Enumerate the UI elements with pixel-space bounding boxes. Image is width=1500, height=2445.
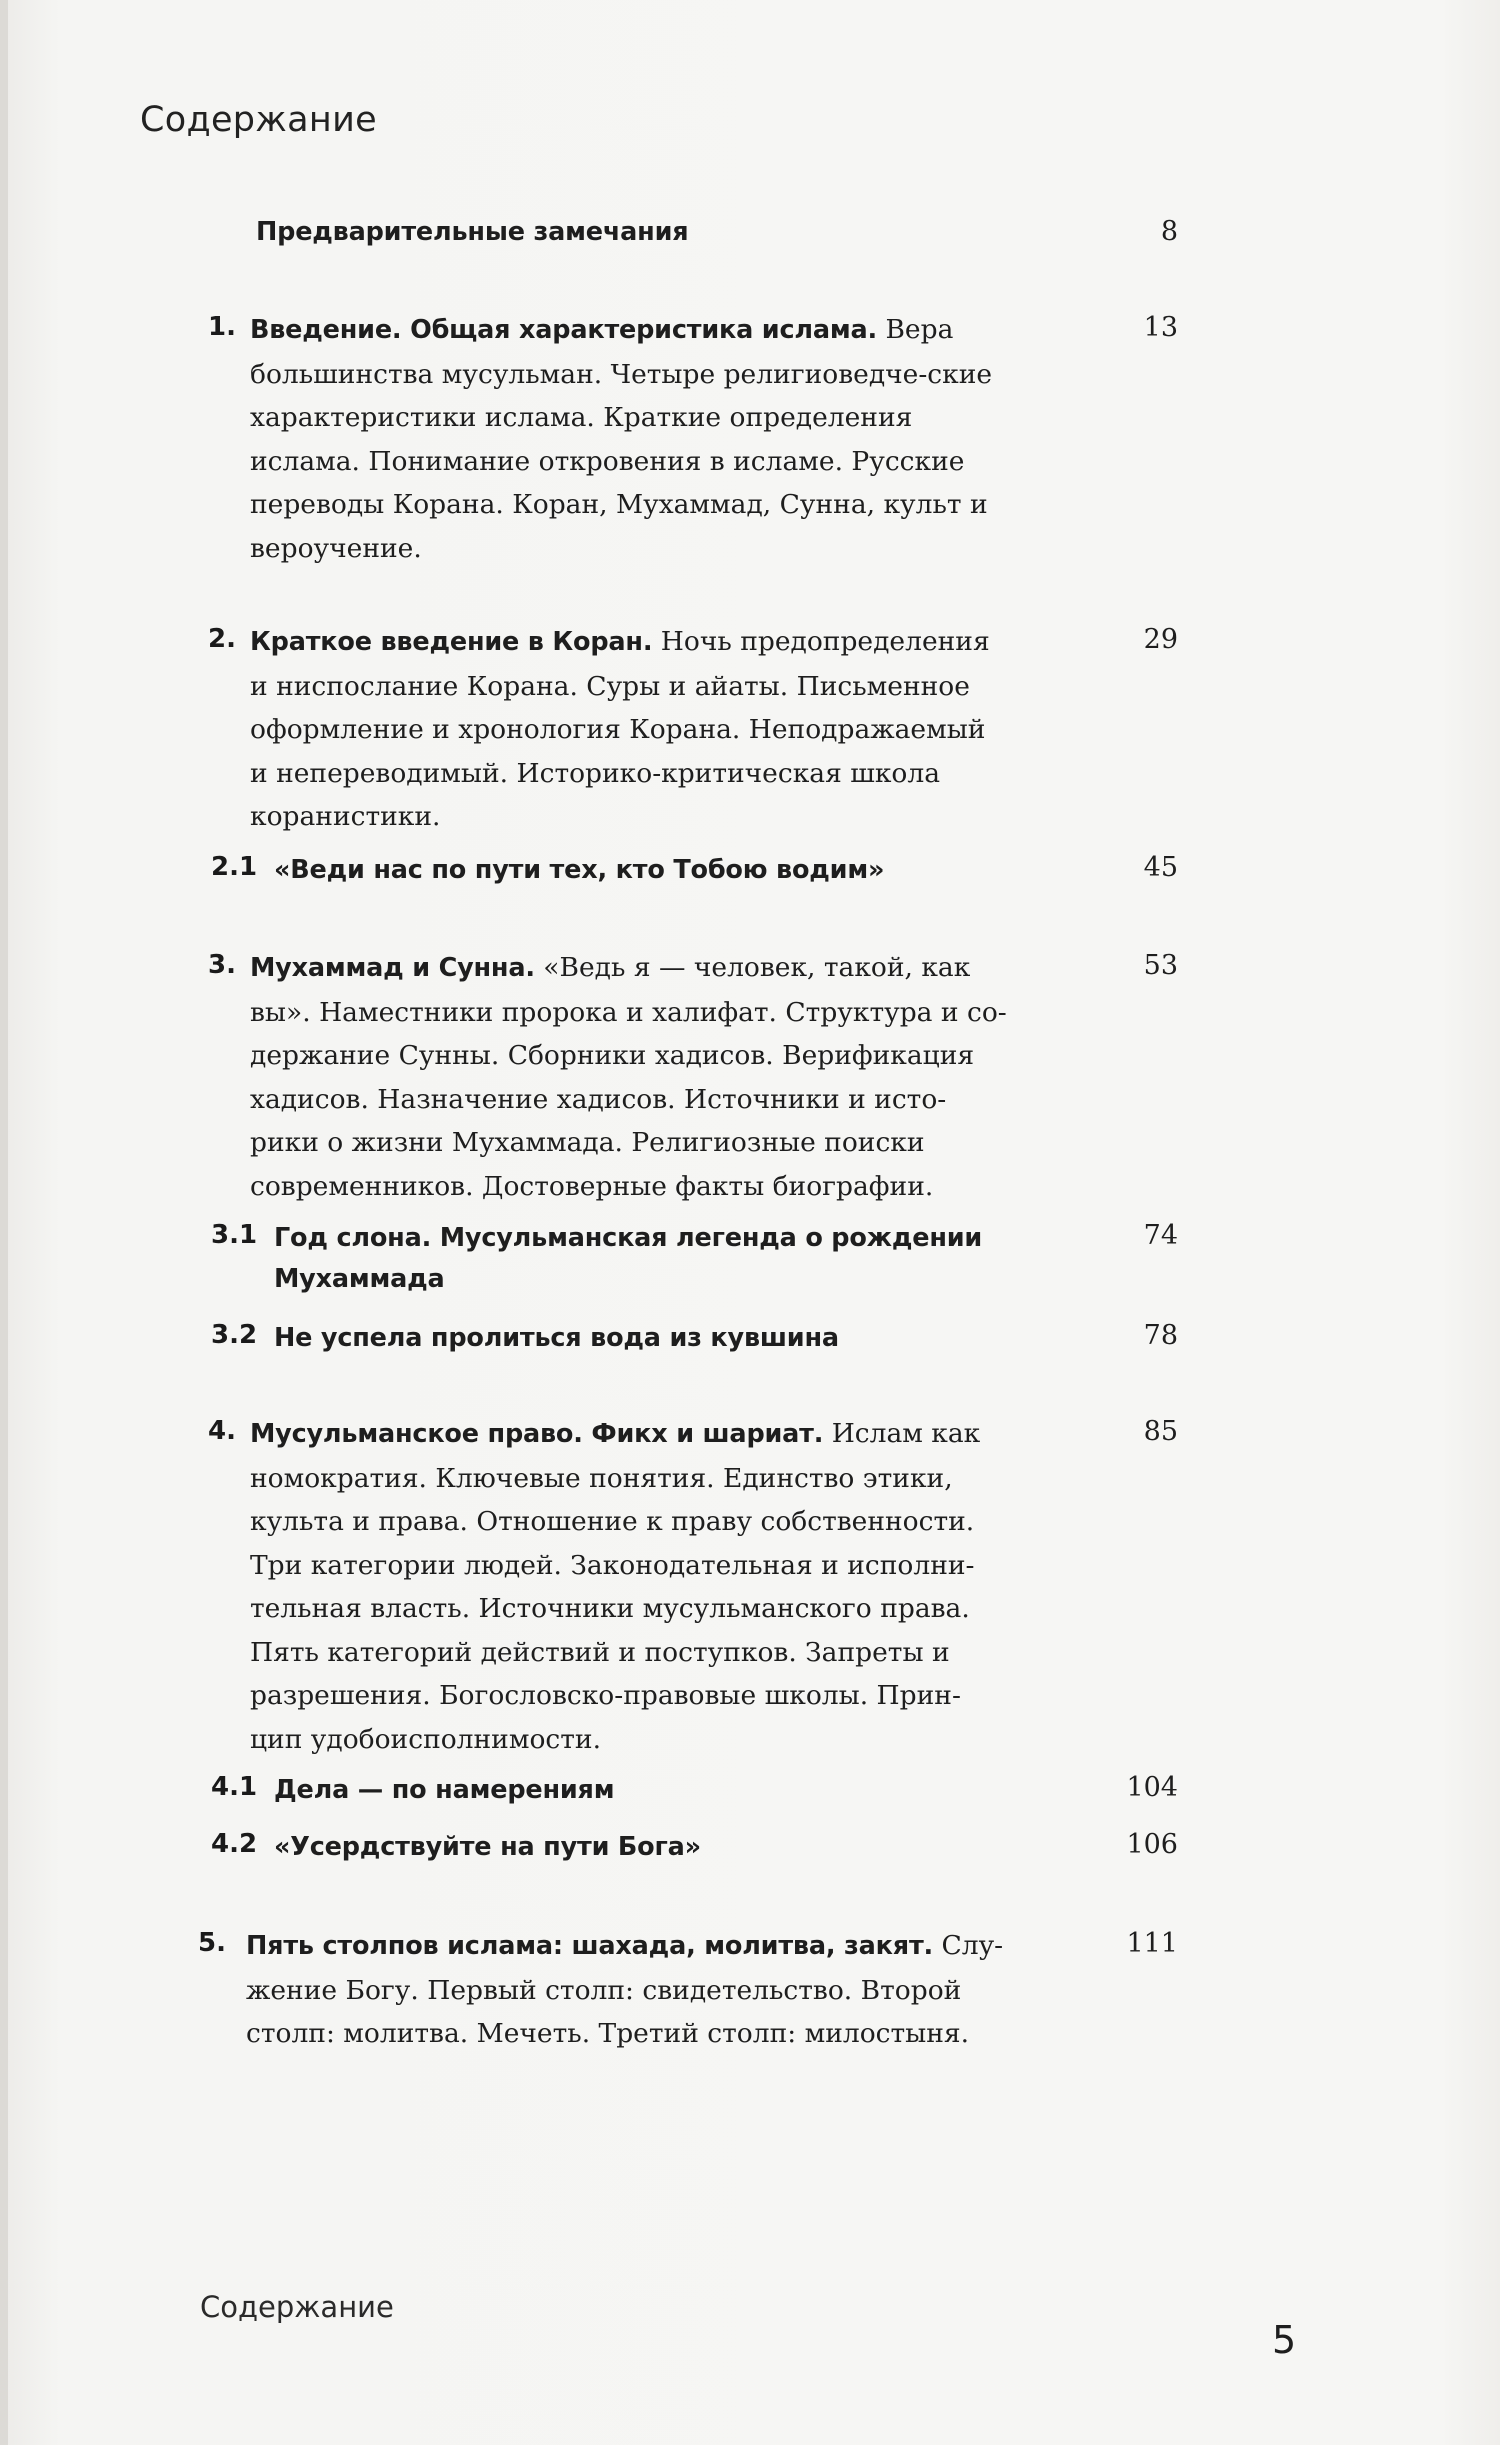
toc-entry-title: Мухаммад и Сунна. <box>250 953 535 983</box>
toc-entry-title: Мусульманское право. Фикх и шариат. <box>250 1419 824 1449</box>
toc-entry-page: 13 <box>1143 312 1178 343</box>
toc-entry-body <box>246 1924 1006 2056</box>
page-edge-shadow <box>0 0 8 2445</box>
toc-entry-number: 4. <box>208 1416 236 1446</box>
toc-entry-description: Ночь предопределения и ниспослание Корана. Суры и айаты. Письменное оформление и хронология Корана. Неподражаемый и непереводимый. Историко-критическая школа коранистики. <box>250 626 990 832</box>
toc-entry-body <box>250 946 1010 1208</box>
toc-entry-number: 3.1 <box>211 1220 258 1250</box>
toc-entry-number: 3. <box>208 950 236 980</box>
toc-entry-title: «Усердствуйте на пути Бога» <box>274 1832 701 1862</box>
toc-entry-page: 45 <box>1143 852 1178 883</box>
running-footer-title: Содержание <box>200 2290 394 2324</box>
toc-entry-title: Краткое введение в Коран. <box>250 627 653 657</box>
toc-entry-number: 2. <box>208 624 236 654</box>
toc-entry-title: Введение. Общая характеристика ислама. <box>250 315 878 345</box>
toc-entry-number: 1. <box>208 312 236 342</box>
page-number: 5 <box>1272 2318 1297 2362</box>
toc-entry-page: 29 <box>1143 624 1178 655</box>
toc-entry-page: 8 <box>1160 216 1178 247</box>
toc-entry-number: 5. <box>198 1928 226 1958</box>
toc-entry-description: «Ведь я — человек, такой, как вы». Наместники пророка и халифат. Структура и со-держание Сунны. Сборники хадисов. Верификация хадисов. Назначение хадисов. Источники и исто-рики о жизни Мухаммада. Религиозные поиски современников. Достоверные факты биографии. <box>250 952 1007 1202</box>
toc-entry-description: Слу-жение Богу. Первый столп: свидетельство. Второй столп: молитва. Мечеть. Третий столп: милостыня. <box>246 1930 1004 2049</box>
toc-entry-number: 4.1 <box>211 1772 258 1802</box>
toc-entry-title: «Веди нас по пути тех, кто Тобою водим» <box>274 855 885 885</box>
toc-entry-title: Не успела пролиться вода из кувшина <box>274 1323 839 1353</box>
toc-entry-title: Пять столпов ислама: шахада, молитва, закят. <box>246 1931 934 1961</box>
toc-entry-description: Вера большинства мусульман. Четыре религиоведче-ские характеристики ислама. Краткие определения ислама. Понимание откровения в исламе. Русские переводы Корана. Коран, Мухаммад, Сунна, культ и вероучение. <box>250 314 993 564</box>
toc-entry-page: 111 <box>1126 1928 1178 1959</box>
toc-entry-body <box>250 308 1010 570</box>
toc-entry-title: Предварительные замечания <box>256 217 689 247</box>
toc-entry-description: Ислам как номократия. Ключевые понятия. Единство этики, культа и права. Отношение к праву собственности. Три категории людей. Законодательная и исполни-тельная власть. Источники мусульманского права. Пять категорий действий и поступков. Запреты и разрешения. Богословско-правовые школы. Прин-цип удобоисполнимости. <box>250 1418 981 1755</box>
toc-entry-body <box>250 620 1010 839</box>
page-title: Содержание <box>140 100 377 140</box>
toc-entry-page: 85 <box>1143 1416 1178 1447</box>
toc-entry-page: 74 <box>1143 1220 1178 1251</box>
toc-entry-page: 78 <box>1143 1320 1178 1351</box>
toc-entry-page: 106 <box>1126 1829 1178 1860</box>
toc-entry-body <box>250 1412 1010 1761</box>
toc-entry-number: 3.2 <box>211 1320 258 1350</box>
toc-entry-page: 53 <box>1143 950 1178 981</box>
toc-entry-title: Дела — по намерениям <box>274 1775 615 1805</box>
toc-entry-page: 104 <box>1126 1772 1178 1803</box>
toc-entry-number: 4.2 <box>211 1829 258 1859</box>
toc-entry-title: Год слона. Мусульманская легенда о рождении Мухаммада <box>274 1223 983 1294</box>
toc-entry-number: 2.1 <box>211 852 258 882</box>
